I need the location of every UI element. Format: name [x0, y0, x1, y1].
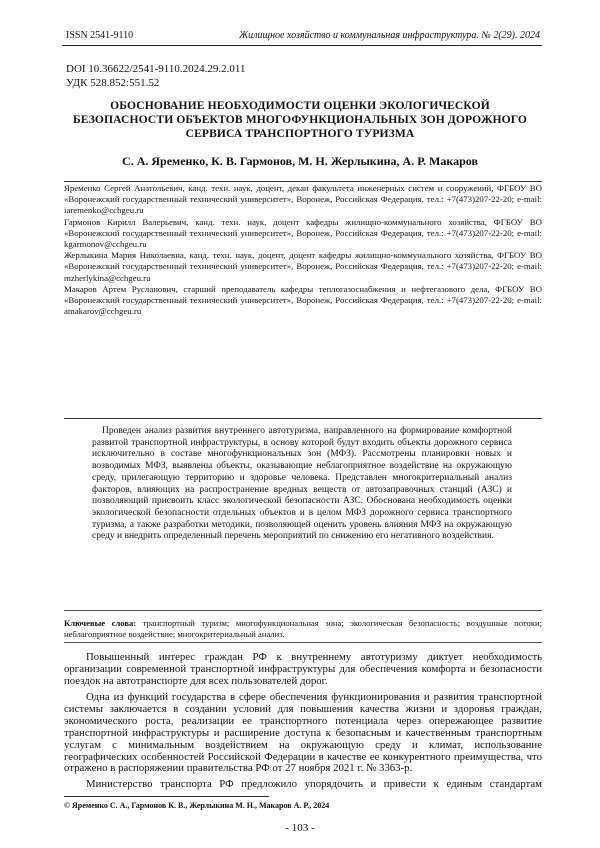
affiliation: Гармонов Кирилл Валерьевич, канд. техн. наук, доцент кафедры жилищно-коммунального хозяйства, ФГБОУ ВО «Воронежский государственный технический университет», Воронеж, Российская Федерация, тел.: +7(473)207-22-20; e-mail: kgarmonov@cchgeu.ru [64, 216, 542, 250]
authors: С. А. Яременко, К. В. Гармонов, М. Н. Жерлыкина, А. Р. Макаров [122, 154, 478, 168]
affiliation: Яременко Сергей Анатольевич, канд. техн. наук, доцент, декан факультета инженерных систем и сооружений, ФГБОУ ВО «Воронежский государственный технический университет», Воронеж, Российская Федерация, тел.: +7(473)207-22-20; e-mail: iaremenko@cchgeu.ru [64, 183, 542, 216]
body-paragraph: Одна из функций государства в сфере обеспечения функционирования и развития транспортной системы заключается в создании условий для повышения качества жизни и здоровья граждан, экономического роста, реализации ее транспортного потенциала через опережающее развитие транспортной инфраструктуры и расширение доступа к безопасным и качественным транспортным услугам с минимальным воздействием на окружающую среду и климат, использование географических особенностей Российской Федерации в качестве ее конкурентного преимущества, что отражено в распоряжении правительства РФ от 27 ноября 2021 г. № 3363-р. [64, 691, 542, 775]
header-divider [62, 45, 542, 46]
affiliations-block [64, 181, 542, 419]
udk: УДК 528.852:551.52 [66, 77, 160, 89]
copyright: © Яременко С. А., Гармонов К. В., Жерлыкина М. Н., Макаров А. Р., 2024 [64, 801, 330, 810]
keywords-divider [64, 642, 542, 643]
keywords [64, 618, 542, 639]
body-paragraph: Повышенный интерес граждан РФ к внутреннему автотуризму диктует необходимость организации современной транспортной инфраструктуры для обеспечения комфорта и безопасности поездок на автотранспорте для всех пользователей дорог. [64, 651, 542, 687]
affiliation: Жерлыкина Мария Николаевна, канд. техн. наук, доцент, доцент кафедры жилищно-коммунального хозяйства, ФГБОУ ВО «Воронежский государственный технический университет», Воронеж, Российская Федерация, тел.: +7(473)207-22-20; e-mail: mzherlykina@cchgeu.ru [64, 250, 542, 283]
issn: ISSN 2541-9110 [66, 30, 134, 41]
abstract-divider [64, 610, 542, 611]
keywords-text: транспортный туризм; многофункциональная зона; экологическая безопасность; воздушные потоки; неблагоприятное воздействие; многокритериальный анализ. [64, 618, 542, 639]
body-paragraph: Министерство транспорта РФ предложило упорядочить и привести к единым стандартам [86, 779, 542, 790]
journal-title: Жилищное хозяйство и коммунальная инфраструктура. № 2(29). 2024 [239, 30, 540, 41]
copyright-divider [64, 796, 269, 797]
abstract: Проведен анализ развития внутреннего автотуризма, направленного на формирование комфортной развитой транспортной инфраструктуры, в основу которой будут входить объекты дорожного сервиса исключительно в составе многофункциональных зон (МФЗ). Рассмотрены планировки новых и возводимых МФЗ, выявлены объекты, оказывающие неблагоприятное воздействие на окружающую среду, прилегающую территорию и здоровье человека. Представлен многокритериальный анализ факторов, влияющих на распространение вредных веществ от автозаправочных станций (АЗС) и позволяющий присвоить класс экологической безопасности АЗС. Обоснована необходимость оценки экологической безопасности отдельных объектов и в целом МФЗ дорожного сервиса транспортного туризма, а также разработки методики, позволяющей оценить уровень влияния МФЗ на окружающую среду и внедрить определенный перечень мероприятий по снижению его негативного воздействия. [92, 426, 512, 542]
page-number: - 103 - [285, 822, 315, 834]
affiliation: Макаров Артем Русланович, старший преподаватель кафедры теплогазоснабжения и нефтегазового дела, ФГБОУ ВО «Воронежский государственный технический университет», Воронеж, Российская Федерация, тел.: +7(473)207-22-20; e-mail: amakarov@cchgeu.ru [64, 283, 542, 317]
article-title: ОБОСНОВАНИЕ НЕОБХОДИМОСТИ ОЦЕНКИ ЭКОЛОГИЧЕСКОЙ БЕЗОПАСНОСТИ ОБЪЕКТОВ МНОГОФУНКЦИОНАЛЬНЫХ ЗОН ДОРОЖНОГО СЕРВИСА ТРАНСПОРТНОГО ТУРИЗМА [72, 99, 528, 140]
doi: DOI 10.36622/2541-9110.2024.29.2.011 [66, 63, 246, 75]
keywords-label: Ключевые слова: [64, 618, 137, 628]
